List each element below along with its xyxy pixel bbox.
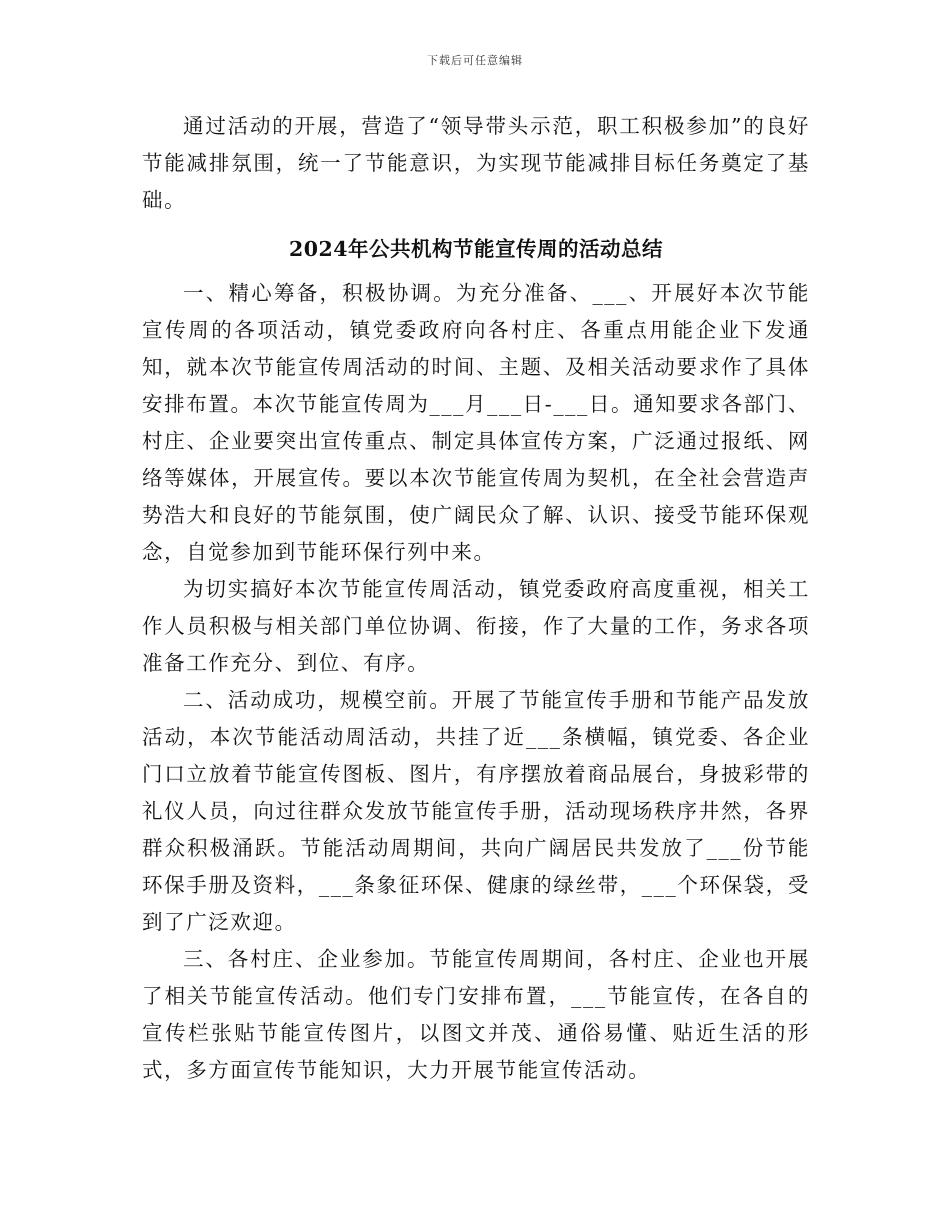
paragraph-preparation: 一、精心筹备，积极协调。为充分准备、___、开展好本次节能宣传周的各项活动，镇党委政府向各村庄、各重点用能企业下发通知，就本次节能宣传周活动的时间、主题、及相关活动要求作了具体安排布置。本次节能宣传周为___月___日-___日。通知要求各部门、村庄、企业要突出宣传重点、制定具体宣传方案，广泛通过报纸、网络等媒体，开展宣传。要以本次节能宣传周为契机，在全社会营造声势浩大和良好的节能氛围，使广阔民众了解、认识、接受节能环保观念，自觉参加到节能环保行列中来。 xyxy=(142,281,810,564)
document-body xyxy=(142,108,810,1089)
section-title: 2024年公共机构节能宣传周的活动总结 xyxy=(288,237,664,261)
paragraph-activity-success: 二、活动成功，规模空前。开展了节能宣传手册和节能产品发放活动，本次节能活动周活动，共挂了近___条横幅，镇党委、各企业门口立放着节能宣传图板、图片，有序摆放着商品展台，身披彩带的礼仪人员，向过往群众发放节能宣传手册，活动现场秩序井然，各界群众积极涌跃。节能活动周期间，共向广阔居民共发放了___份节能环保手册及资料，___条象征环保、健康的绿丝带，___个环保袋，受到了广泛欢迎。 xyxy=(142,688,810,934)
paragraph-coordination: 为切实搞好本次节能宣传周活动，镇党委政府高度重视，相关工作人员积极与相关部门单位协调、衔接，作了大量的工作，务求各项准备工作充分、到位、有序。 xyxy=(142,577,810,675)
paragraph-village-participation: 三、各村庄、企业参加。节能宣传周期间，各村庄、企业也开展了相关节能宣传活动。他们专门安排布置，___节能宣传，在各自的宣传栏张贴节能宣传图片，以图文并茂、通俗易懂、贴近生活的形式，多方面宣传节能知识，大力开展节能宣传活动。 xyxy=(142,947,810,1082)
page-header: 下载后可任意编辑 xyxy=(427,54,523,67)
intro-paragraph: 通过活动的开展，营造了“领导带头示范，职工积极参加”的良好节能减排氛围，统一了节能意识，为实现节能减排目标任务奠定了基础。 xyxy=(142,114,810,212)
